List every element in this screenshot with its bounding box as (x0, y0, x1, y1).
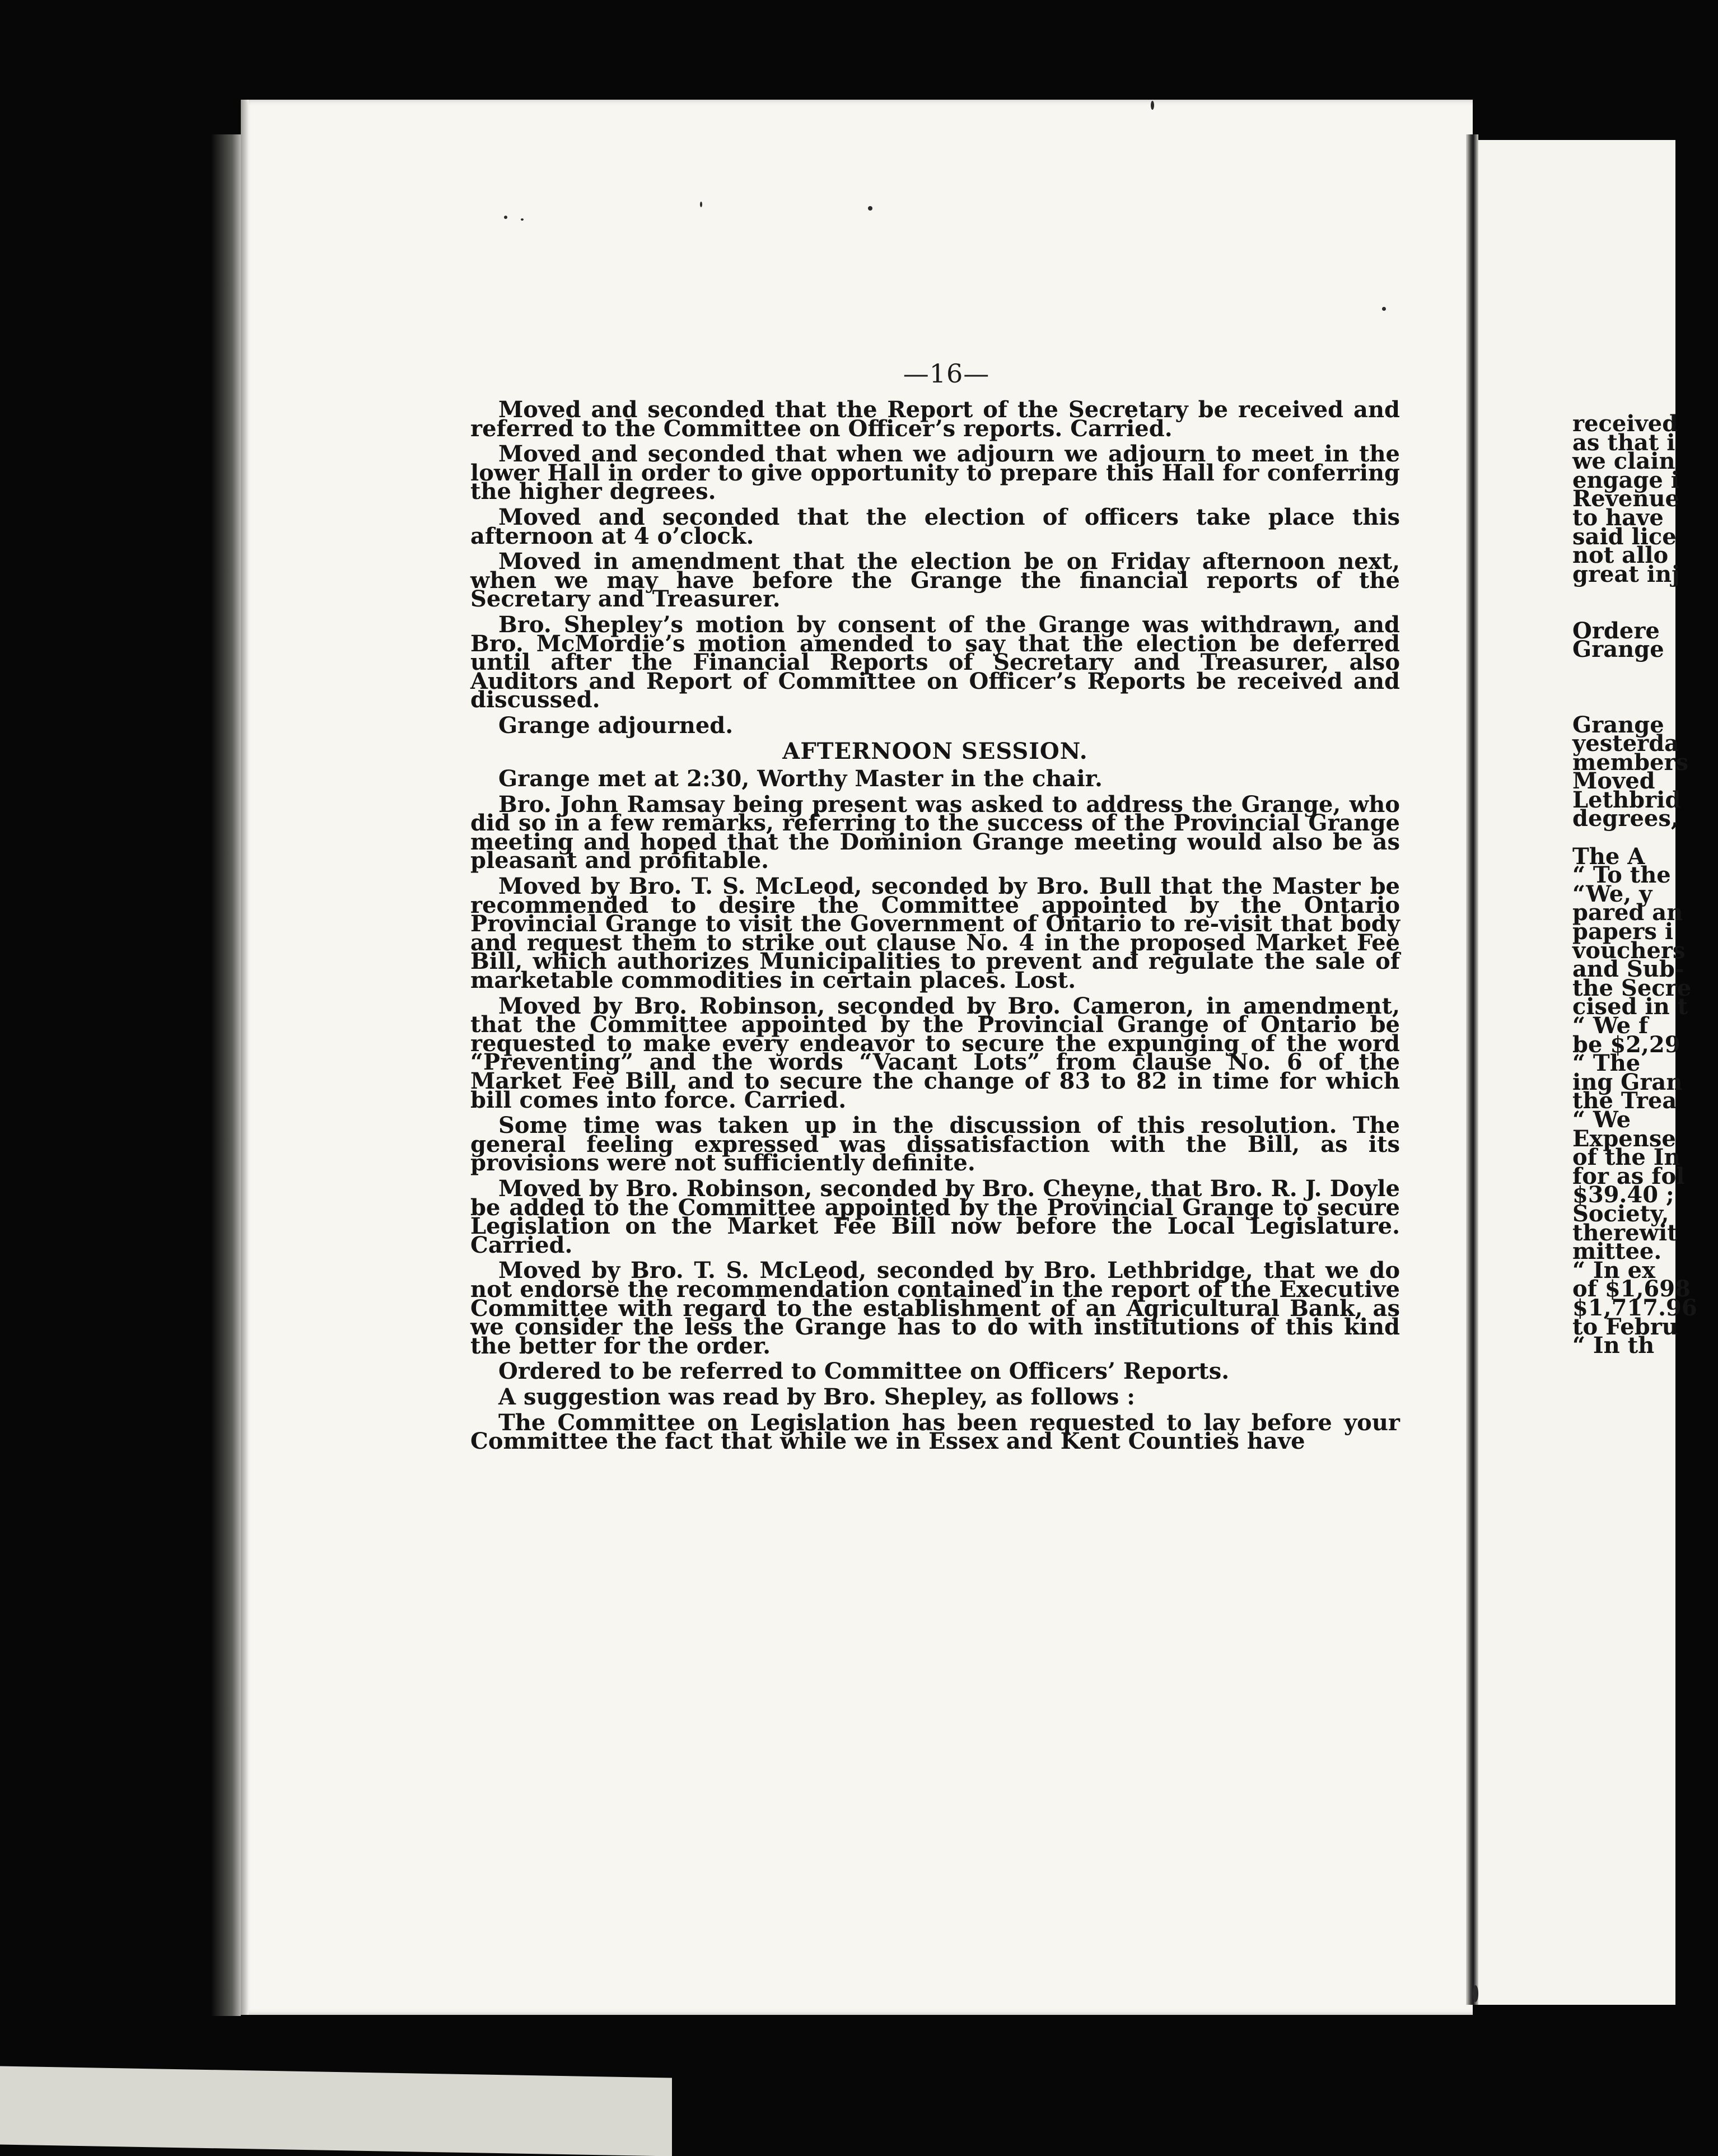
speck (1382, 307, 1386, 311)
right-page-line: Grange (1572, 636, 1664, 663)
speck (504, 216, 507, 219)
paragraph: Some time was taken up in the discussion of this resolution. The general feeling expressed was dissatisfaction with the Bill, as its provisions were not sufficiently definite. (470, 1112, 1400, 1177)
right-page-line: to have (1572, 504, 1664, 531)
paragraph: Bro. John Ramsay being present was asked to address the Grange, who did so in a few remarks, referring to the success of the Provincial Grange meeting and hoped that the Dominion Grange meeting would also be as pleasant and profitable. (470, 791, 1400, 874)
paragraph: A suggestion was read by Bro. Shepley, as follows : (498, 1383, 1136, 1410)
right-page-line: members (1572, 749, 1689, 776)
right-page-line: said lice (1572, 523, 1677, 550)
right-page-line: we clain (1572, 448, 1675, 475)
paragraph: Moved and seconded that the election of officers take place this afternoon at 4 o’clock. (470, 503, 1400, 549)
paragraph: Moved by Bro. Robinson, seconded by Bro. Cameron, in amendment, that the Committee appointed by the Provincial Grange of Ontario be requested to make every endeavor to secure the expunging of the word “Preventing” and the words “Vacant Lots” from clause No. 6 of the Market Fee Bill, and to secure the change of 83 to 82 in time for which bill comes into force. Carried. (470, 992, 1400, 1113)
right-page-line: Lethbrid (1572, 786, 1681, 813)
right-page-line: engage i (1572, 466, 1679, 493)
right-page-line: not allo (1572, 542, 1669, 569)
right-page-line: yesterda (1572, 730, 1679, 757)
paragraph: Grange met at 2:30, Worthy Master in the chair. (498, 766, 1103, 792)
paragraph: Moved and seconded that the Report of the Secretary be received and referred to the Committee on Officer’s reports. Carried. (470, 396, 1400, 442)
paragraph: Bro. Shepley’s motion by consent of the Grange was withdrawn, and Bro. McMordie’s motion amended to say that the election be deferred until after the Financial Reports of Secretary and Treasurer, also Auditors and Report of Committee on Officer’s Reports be received and discussed. (470, 611, 1400, 713)
right-page-line: $39.40 ; (1572, 1182, 1674, 1208)
right-page-line: Ordere (1572, 617, 1660, 644)
right-page-line: the Trea (1572, 1088, 1677, 1114)
right-page-line: “ To the (1572, 862, 1671, 889)
paragraph: Moved by Bro. T. S. McLeod, seconded by Bro. Bull that the Master be recommended to desire the Committee appointed by the Ontario Provincial Grange to visit the Government of Ontario to re-visit that body and request them to strike out clause No. 4 in the proposed Market Fee Bill, which authorizes Municipalities to prevent and regulate the sale of marketable commodities in certain places. Lost. (470, 873, 1400, 994)
right-page-line: received (1572, 410, 1678, 437)
right-page-line: papers i (1572, 918, 1674, 945)
right-page-line: “ In ex (1572, 1257, 1655, 1284)
right-page-line: pared an (1572, 899, 1683, 926)
right-page-line: of the In (1572, 1144, 1680, 1171)
paragraph: Moved and seconded that when we adjourn we adjourn to meet in the lower Hall in order to give opportunity to prepare this Hall for conferring the higher degrees. (470, 441, 1400, 505)
speck (1151, 101, 1154, 110)
right-page-line: great inj (1572, 561, 1680, 587)
right-page-line: of $1,698 (1572, 1276, 1691, 1303)
right-page-line: Grange (1572, 711, 1664, 738)
paragraph: Grange adjourned. (498, 712, 734, 739)
right-page-line: degrees, (1572, 805, 1679, 832)
right-page-line: ing Gran (1572, 1068, 1683, 1095)
right-page-line: “We, y (1572, 880, 1652, 907)
paragraph: Moved by Bro. T. S. McLeod, seconded by Bro. Lethbridge, that we do not endorse the recommendation contained in the report of the Executive Committee with regard to the establishment of an Agricultural Bank, as we consider the less the Grange has to do with institutions of this kind the better for the order. (470, 1257, 1400, 1359)
right-page-gap (1572, 678, 1718, 697)
right-page-line: cised in t (1572, 993, 1688, 1020)
right-page-line: therewit (1572, 1219, 1678, 1246)
paragraph: Ordered to be referred to Committee on Officers’ Reports. (498, 1358, 1230, 1385)
paragraph: Moved by Bro. Robinson, seconded by Bro. Cheyne, that Bro. R. J. Doyle be added to the Committee appointed by the Provincial Grange to secure Legislation on the Market Fee Bill now before the Local Legislature. Carried. (470, 1175, 1400, 1258)
right-page-line: be $2,29 (1572, 1031, 1680, 1058)
right-page-line: for as fol (1572, 1163, 1685, 1189)
right-page-line: as that i (1572, 429, 1675, 456)
speck (521, 218, 524, 221)
speck (1473, 1985, 1478, 2002)
right-page-text (1572, 410, 1718, 1359)
right-page-line: vouchers (1572, 937, 1686, 964)
right-page-line: “ The (1572, 1050, 1641, 1077)
section-heading: AFTERNOON SESSION. (782, 738, 1088, 764)
right-page-line: Society, (1572, 1200, 1669, 1227)
right-page-line: Revenue (1572, 486, 1679, 512)
right-page-line: The A (1572, 843, 1645, 870)
right-page-line: “ In th (1572, 1332, 1655, 1359)
right-page-line: Moved (1572, 768, 1655, 795)
paper-scrap (0, 2066, 672, 2156)
book-gutter (1466, 134, 1478, 2005)
right-page-line: Expense (1572, 1125, 1676, 1152)
right-page-line: mittee. (1572, 1238, 1662, 1265)
left-page-text (470, 396, 1400, 1458)
book-left-edge (212, 134, 241, 2016)
speck (700, 202, 702, 207)
right-page-line: “ We f (1572, 1012, 1649, 1039)
right-page-line: the Secre (1572, 974, 1692, 1001)
right-page-line: “ We (1572, 1106, 1631, 1133)
paragraph: The Committee on Legislation has been requested to lay before your Committee the fact that while we in Essex and Kent Counties have (470, 1409, 1400, 1455)
page-number: —16— (903, 358, 990, 389)
right-page-line: and Sub- (1572, 956, 1684, 983)
right-page-line: $1,717.96 (1572, 1294, 1697, 1321)
right-page-line: to Febru (1572, 1313, 1678, 1340)
paragraph: Moved in amendment that the election be on Friday afternoon next, when we may have before the Grange the financial reports of the Secretary and Treasurer. (470, 548, 1400, 613)
speck (868, 206, 872, 211)
